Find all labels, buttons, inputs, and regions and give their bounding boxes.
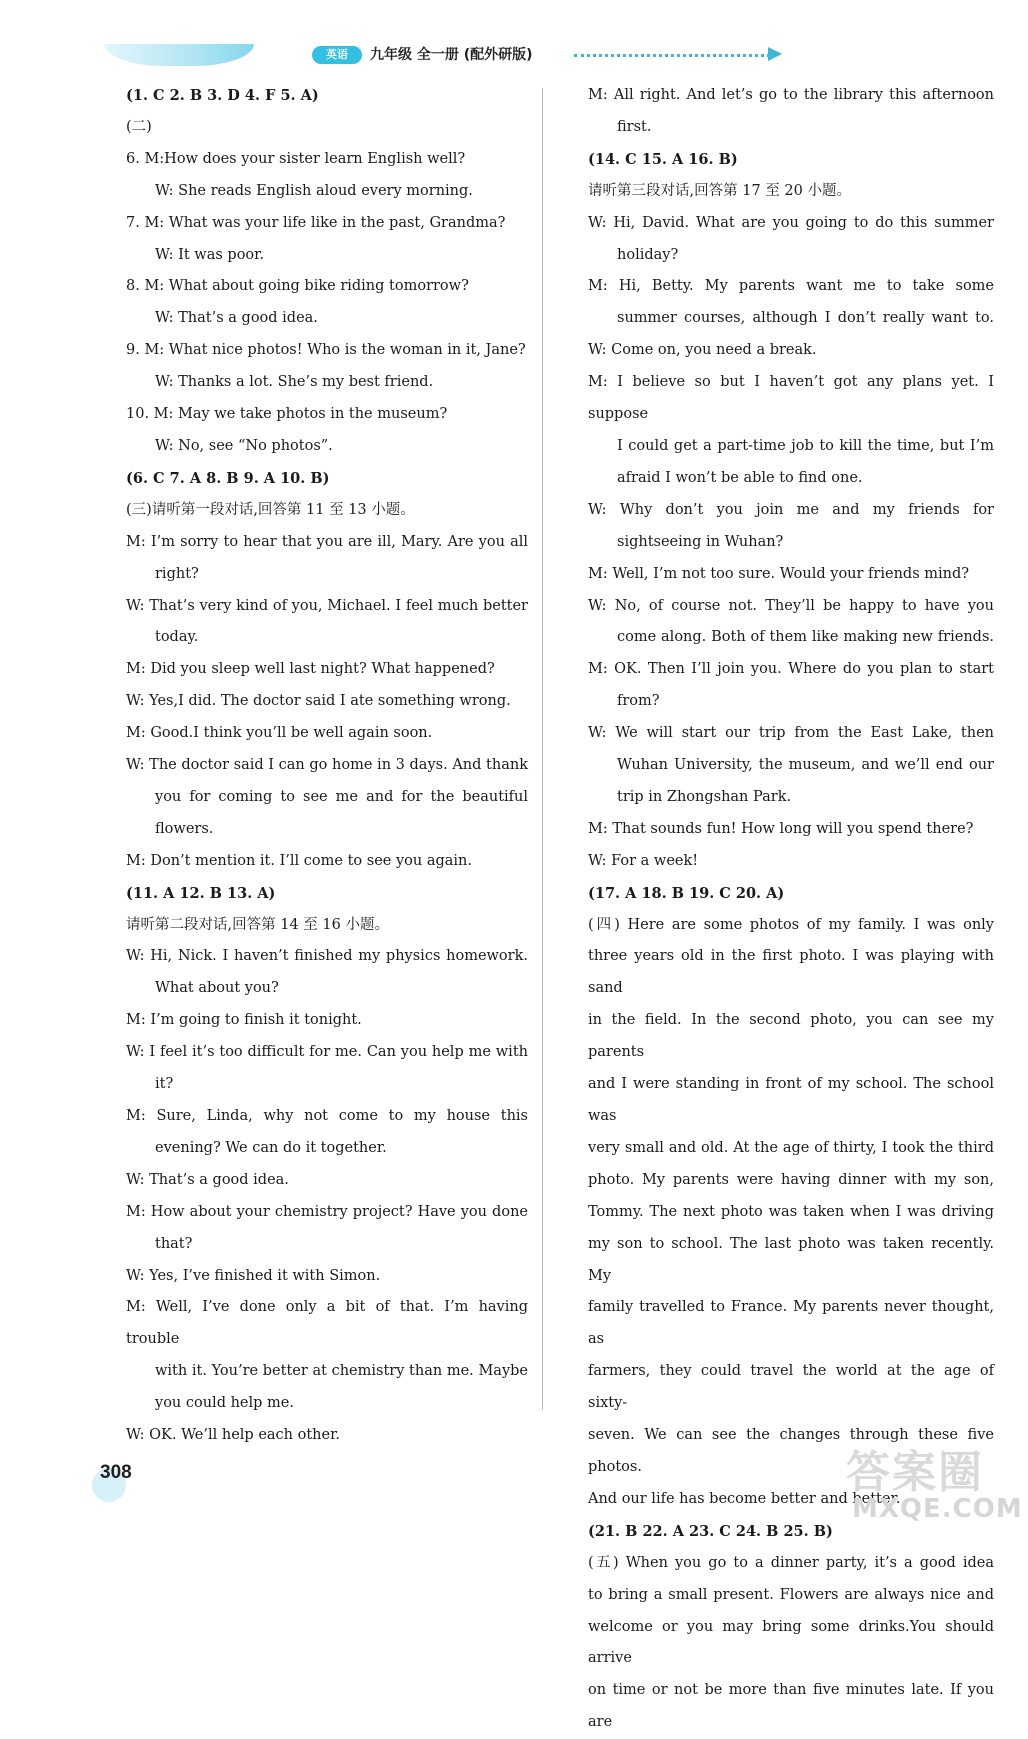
dialogue-line: What about you? — [155, 980, 279, 997]
passage-line: photo. My parents were having dinner with my son, — [588, 1171, 994, 1188]
arrow-right-icon — [768, 47, 782, 61]
dialogue-line: I could get a part-time job to kill the time, but I’m — [617, 437, 994, 454]
section-heading: (三)请听第一段对话,回答第 11 至 13 小题。 — [126, 501, 415, 518]
dialogue-line: evening? We can do it together. — [155, 1139, 387, 1156]
watermark-text: 答案圈 — [846, 1447, 984, 1498]
page-number: 308 — [100, 1462, 132, 1483]
dialogue-line: W: That’s a good idea. — [155, 310, 318, 327]
subject-badge: 英语 — [312, 46, 362, 64]
dialogue-line: M: OK. Then I’ll join you. Where do you plan to start — [588, 661, 994, 678]
dialogue-line: Wuhan University, the museum, and we’ll end our — [617, 757, 994, 774]
passage-line: family travelled to France. My parents never thought, as — [588, 1299, 994, 1348]
watermark-logo — [838, 1436, 1023, 1528]
dialogue-line: you for coming to see me and for the beautiful — [155, 788, 528, 805]
dialogue-line: W: Hi, Nick. I haven’t finished my physics homework. — [126, 948, 528, 965]
section-heading: 请听第二段对话,回答第 14 至 16 小题。 — [126, 916, 389, 933]
dialogue-line: W: That’s a good idea. — [126, 1171, 289, 1188]
passage-line: very small and old. At the age of thirty, I took the third — [588, 1139, 994, 1156]
dialogue-line: 6. M:How does your sister learn English well? — [126, 150, 466, 167]
passage-line: three years old in the first photo. I was playing with sand — [588, 948, 994, 997]
section-heading: (二) — [126, 118, 152, 135]
dialogue-line: trip in Zhongshan Park. — [617, 788, 792, 805]
header-dotted-line — [574, 54, 770, 57]
dialogue-line: it? — [155, 1076, 174, 1093]
dialogue-line: M: All right. And let’s go to the library this afternoon — [588, 87, 994, 103]
answer-line: (17. A 18. B 19. C 20. A) — [588, 884, 785, 902]
passage-line: my son to school. The last photo was taken recently. My — [588, 1235, 994, 1284]
dialogue-line: holiday? — [617, 246, 679, 263]
header-swoosh-decoration — [104, 44, 254, 66]
passage-line: Tommy. The next photo was taken when I was driving — [588, 1203, 994, 1220]
left-column — [126, 80, 528, 1452]
dialogue-line: M: Did you sleep well last night? What happened? — [126, 661, 495, 678]
dialogue-line: W: I feel it’s too difficult for me. Can you help me with — [126, 1044, 528, 1061]
dialogue-line: M: Sure, Linda, why not come to my house this — [126, 1108, 528, 1124]
dialogue-line: W: We will start our trip from the East Lake, then — [588, 725, 994, 742]
dialogue-line: that? — [155, 1235, 193, 1252]
dialogue-line: M: That sounds fun! How long will you spend there? — [588, 820, 974, 837]
dialogue-line: with it. You’re better at chemistry than me. Maybe — [155, 1363, 528, 1380]
book-title: 九年级 全一册 (配外研版) — [370, 47, 533, 63]
dialogue-line: today. — [155, 629, 199, 646]
passage-line: And our life has become better and better. — [588, 1490, 901, 1507]
dialogue-line: W: No, of course not. They’ll be happy to have you — [588, 597, 994, 614]
page-header — [104, 36, 704, 72]
dialogue-line: W: No, see “No photos”. — [155, 437, 333, 454]
dialogue-line: 8. M: What about going bike riding tomorrow? — [126, 278, 469, 295]
answer-line: (11. A 12. B 13. A) — [126, 884, 276, 902]
answer-line: (14. C 15. A 16. B) — [588, 150, 738, 168]
dialogue-line: afraid I won’t be able to find one. — [617, 469, 863, 486]
dialogue-line: from? — [617, 693, 660, 710]
dialogue-line: flowers. — [155, 820, 214, 837]
dialogue-line: W: She reads English aloud every morning. — [155, 182, 473, 199]
passage-line: welcome or you may bring some drinks.You should arrive — [588, 1618, 994, 1667]
section-heading: 请听第三段对话,回答第 17 至 20 小题。 — [588, 182, 851, 199]
dialogue-line: M: How about your chemistry project? Have you done — [126, 1203, 528, 1220]
watermark-url: MXQE.COM — [852, 1494, 1023, 1524]
dialogue-line: W: Hi, David. What are you going to do this summer — [588, 214, 994, 231]
passage-line: seven. We can see the changes through these five photos. — [588, 1427, 994, 1475]
passage-line: in the field. In the second photo, you can see my parents — [588, 1012, 994, 1061]
dialogue-line: sightseeing in Wuhan? — [617, 533, 784, 550]
dialogue-line: M: Well, I’ve done only a bit of that. I’m having trouble — [126, 1299, 528, 1348]
dialogue-line: 7. M: What was your life like in the past, Grandma? — [126, 214, 506, 231]
dialogue-line: W: That’s very kind of you, Michael. I feel much better — [126, 597, 528, 614]
dialogue-line: W: It was poor. — [155, 246, 265, 263]
answer-line: (21. B 22. A 23. C 24. B 25. B) — [588, 1522, 833, 1540]
dialogue-line: come along. Both of them like making new friends. — [617, 629, 994, 646]
dialogue-line: first. — [617, 118, 652, 135]
passage-line: to bring a small present. Flowers are always nice and — [588, 1586, 994, 1603]
dialogue-line: W: Thanks a lot. She’s my best friend. — [155, 374, 434, 391]
dialogue-line: you could help me. — [155, 1395, 294, 1412]
dialogue-line: W: Come on, you need a break. — [588, 342, 817, 359]
dialogue-line: summer courses, although I don’t really want to. — [617, 310, 994, 327]
dialogue-line: W: Yes, I’ve finished it with Simon. — [126, 1267, 381, 1284]
dialogue-line: W: For a week! — [588, 852, 699, 869]
dialogue-line: M: Don’t mention it. I’ll come to see you again. — [126, 852, 472, 869]
dialogue-line: W: Why don’t you join me and my friends for — [588, 501, 994, 518]
dialogue-line: M: Good.I think you’ll be well again soon. — [126, 725, 433, 742]
passage-line: (五) When you go to a dinner party, it’s a good idea — [588, 1554, 994, 1571]
dialogue-line: M: I believe so but I haven’t got any plans yet. I suppose — [588, 374, 994, 423]
dialogue-line: W: OK. We’ll help each other. — [126, 1427, 341, 1444]
dialogue-line: right? — [155, 565, 199, 582]
passage-line: (四) Here are some photos of my family. I was only — [588, 916, 994, 933]
passage-line: farmers, they could travel the world at the age of sixty- — [588, 1363, 994, 1412]
answer-line: (6. C 7. A 8. B 9. A 10. B) — [126, 469, 330, 487]
dialogue-line: W: The doctor said I can go home in 3 days. And thank — [126, 757, 528, 774]
dialogue-line: M: I’m going to finish it tonight. — [126, 1012, 362, 1029]
dialogue-line: 9. M: What nice photos! Who is the woman in it, Jane? — [126, 342, 526, 359]
column-divider — [542, 88, 543, 1410]
dialogue-line: M: Well, I’m not too sure. Would your friends mind? — [588, 565, 970, 582]
passage-line: and I were standing in front of my school. The school was — [588, 1076, 994, 1124]
dialogue-line: W: Yes,I did. The doctor said I ate something wrong. — [126, 693, 511, 710]
passage-line: on time or not be more than five minutes late. If you are — [588, 1682, 994, 1731]
dialogue-line: 10. M: May we take photos in the museum? — [126, 406, 448, 423]
dialogue-line: M: Hi, Betty. My parents want me to take some — [588, 278, 994, 295]
dialogue-line: M: I’m sorry to hear that you are ill, Mary. Are you all — [126, 533, 528, 550]
answer-line: (1. C 2. B 3. D 4. F 5. A) — [126, 87, 319, 104]
